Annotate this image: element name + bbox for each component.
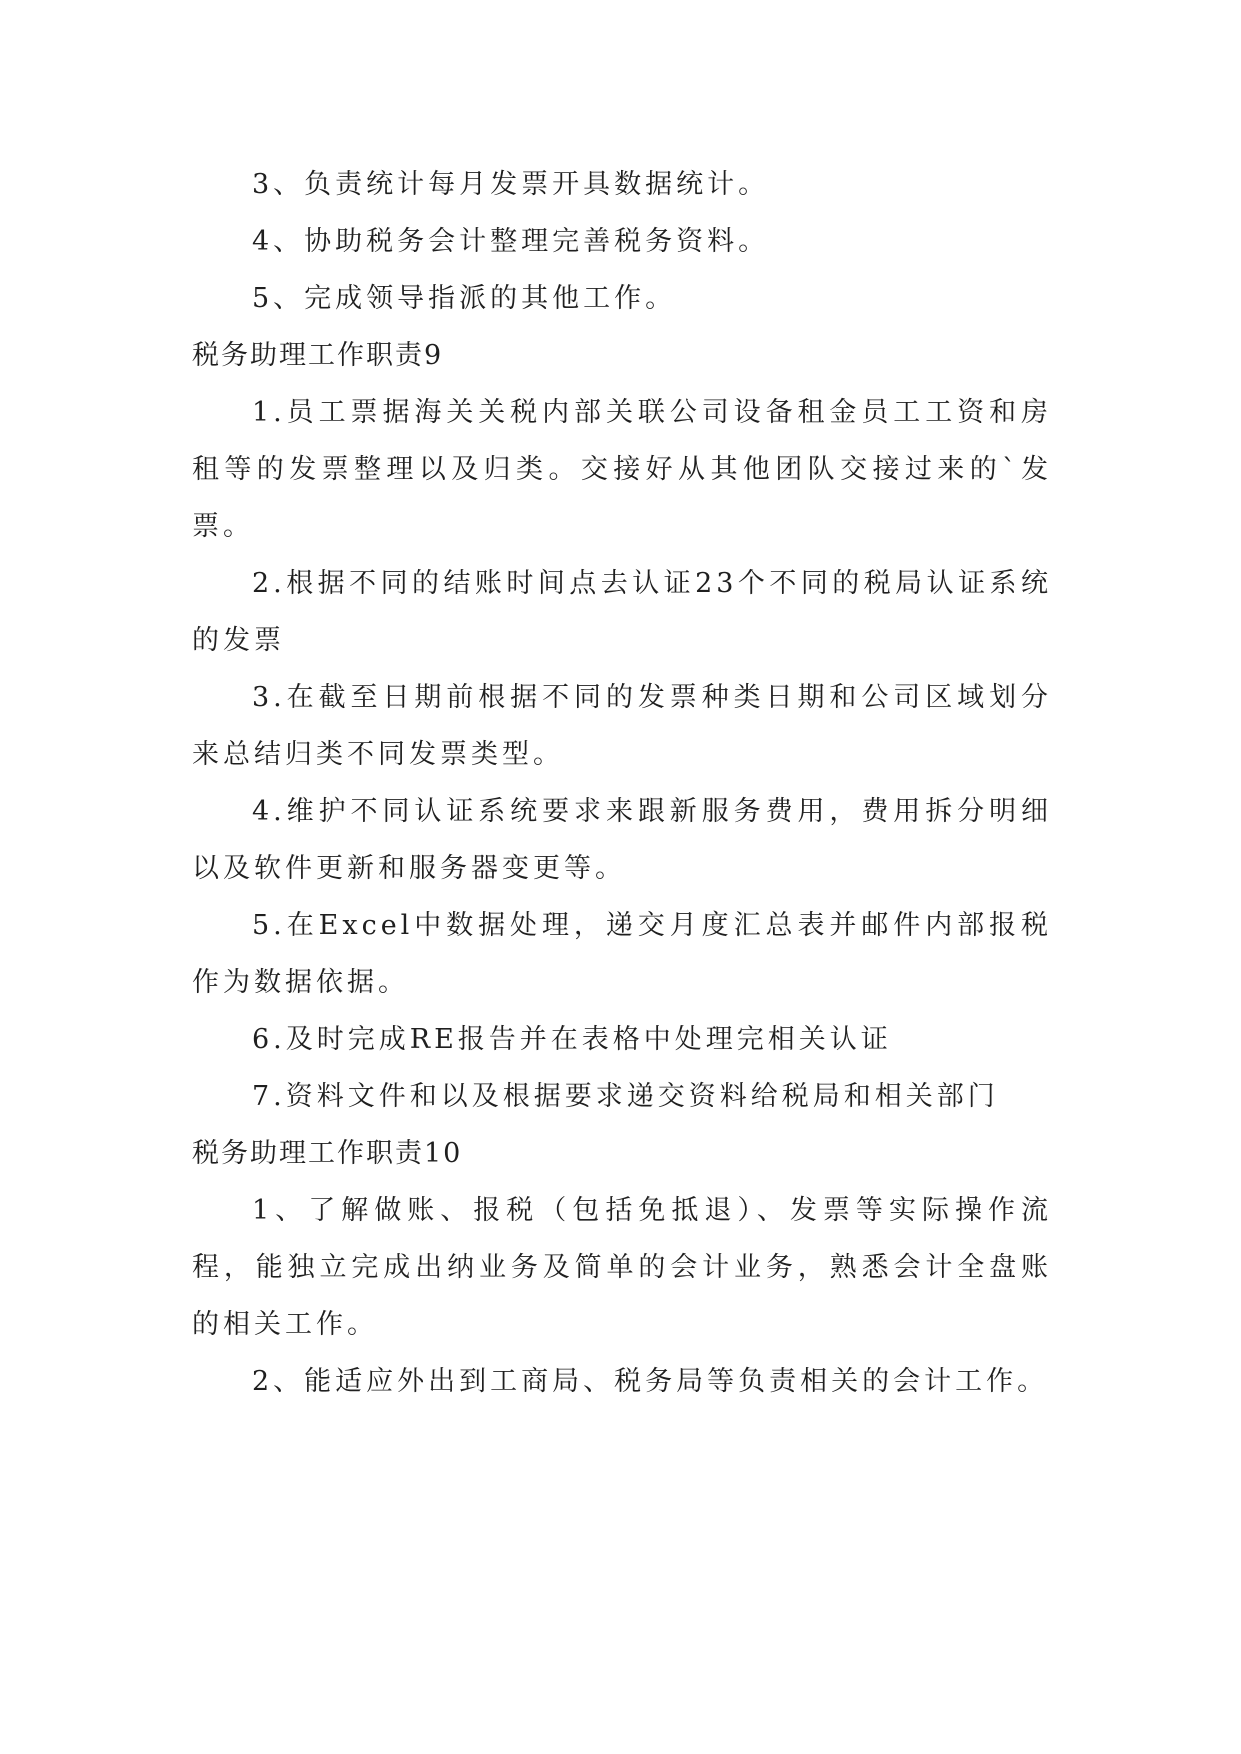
duty-9-item-5: 5.在Excel中数据处理，递交月度汇总表并邮件内部报税作为数据依据。 bbox=[192, 910, 1052, 998]
duty-9-item-3: 3.在截至日期前根据不同的发票种类日期和公司区域划分来总结归类不同发票类型。 bbox=[192, 682, 1052, 770]
paragraph-4: 4、协助税务会计整理完善税务资料。 bbox=[252, 226, 770, 257]
duty-10-item-1: 1、了解做账、报税（包括免抵退）、发票等实际操作流程，能独立完成出纳业务及简单的会计业务，熟悉会计全盘账的相关工作。 bbox=[192, 1195, 1052, 1340]
duty-9-item-7: 7.资料文件和以及根据要求递交资料给税局和相关部门 bbox=[252, 1081, 999, 1112]
paragraph-3: 3、负责统计每月发票开具数据统计。 bbox=[252, 169, 770, 200]
duty-9-item-2: 2.根据不同的结账时间点去认证23个不同的税局认证系统的发票 bbox=[192, 568, 1052, 656]
paragraph-5: 5、完成领导指派的其他工作。 bbox=[252, 283, 677, 314]
section-heading-9: 税务助理工作职责9 bbox=[192, 340, 444, 371]
duty-9-item-4: 4.维护不同认证系统要求来跟新服务费用，费用拆分明细以及软件更新和服务器变更等。 bbox=[192, 796, 1052, 884]
duty-9-item-1: 1.员工票据海关关税内部关联公司设备租金员工工资和房租等的发票整理以及归类。交接好从其他团队交接过来的`发票。 bbox=[192, 397, 1052, 542]
duty-10-item-2: 2、能适应外出到工商局、税务局等负责相关的会计工作。 bbox=[252, 1366, 1049, 1397]
document-body bbox=[192, 156, 1052, 1410]
duty-9-item-6: 6.及时完成RE报告并在表格中处理完相关认证 bbox=[252, 1024, 892, 1055]
section-heading-10: 税务助理工作职责10 bbox=[192, 1138, 463, 1169]
